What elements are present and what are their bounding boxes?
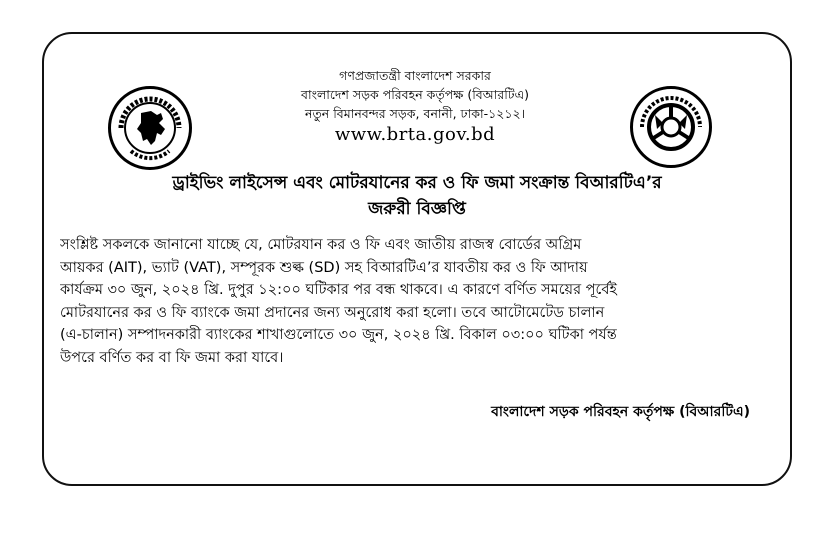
- title-line-1: ড্রাইভিং লাইসেন্স এবং মোটরযানের কর ও ফি জমা সংক্রান্ত বিআরটিএ’র: [172, 173, 662, 193]
- body-line-3: কার্যক্রম ৩০ জুন, ২০২৪ খ্রি. দুপুর ১২:০০ ঘটিকার পর বন্ধ থাকবে। এ কারণে বর্ণিত সময়ের পূর্বেই: [60, 282, 617, 298]
- body-line-4: মোটরযানের কর ও ফি ব্যাংকে জমা প্রদানের জন্য অনুরোধ করা হলো। তবে আটোমেটেড চালান: [60, 304, 605, 321]
- notice-body: [60, 234, 780, 369]
- notice-header: [200, 66, 630, 144]
- body-line-2: আয়কর (AIT), ভ্যাট (VAT), সম্পূরক শুল্ক (SD) সহ বিআরটিএ’র যাবতীয় কর ও ফি আদায়: [60, 259, 588, 276]
- body-line-1: সংশ্লিষ্ট সকলকে জানানো যাচ্ছে যে, মোটরযান কর ও ফি এবং জাতীয় রাজস্ব বোর্ডের অগ্রিম: [60, 237, 582, 253]
- title-line-2: জরুরী বিজ্ঞপ্তি: [368, 199, 466, 219]
- body-line-6: উপরে বর্ণিত কর বা ফি জমা করা যাবে।: [60, 349, 284, 366]
- signature-authority: বাংলাদেশ সড়ক পরিবহন কর্তৃপক্ষ (বিআরটিএ): [491, 404, 750, 420]
- authority-address: নতুন বিমানবন্দর সড়ক, বনানী, ঢাকা-১২১২।: [304, 106, 526, 121]
- website-url: www.brta.gov.bd: [334, 124, 496, 145]
- government-name: গণপ্রজাতন্ত্রী বাংলাদেশ সরকার: [339, 68, 491, 83]
- body-line-5: (এ-চালান) সম্পাদনকারী ব্যাংকের শাখাগুলোতে ৩০ জুন, ২০২৪ খ্রি. বিকাল ০৩:০০ ঘটিকা পর্যন্ত: [60, 327, 617, 343]
- brta-logo-icon: [630, 86, 712, 168]
- government-seal-icon: [108, 86, 192, 170]
- authority-name: বাংলাদেশ সড়ক পরিবহন কর্তৃপক্ষ (বিআরটিএ): [300, 87, 529, 102]
- notice-title: [50, 170, 784, 222]
